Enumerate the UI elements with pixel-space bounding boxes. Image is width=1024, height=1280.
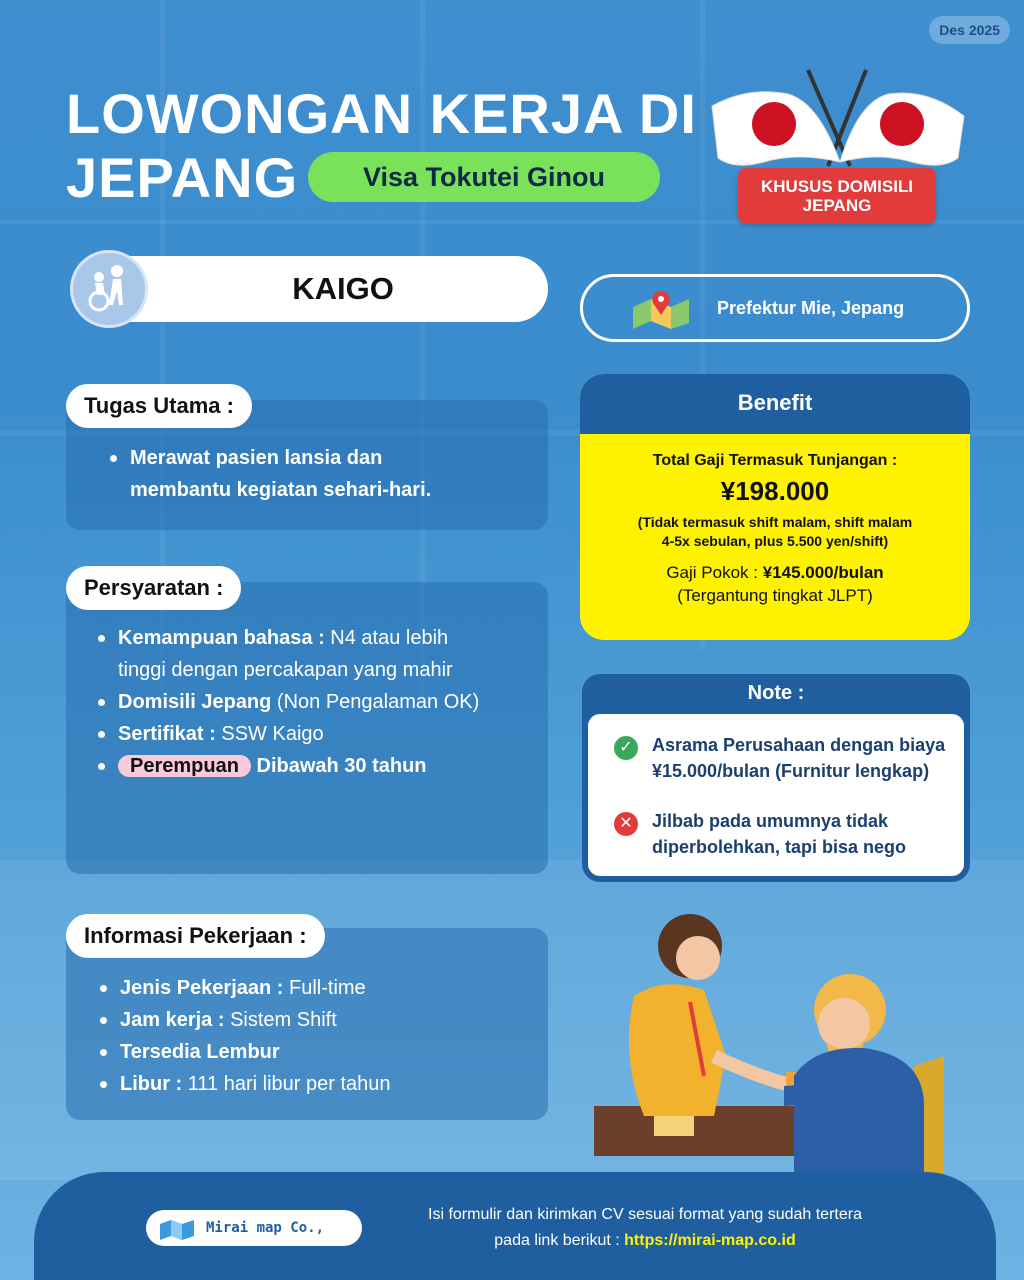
list-item	[96, 718, 488, 750]
base-salary-label: Gaji Pokok :	[666, 563, 763, 582]
persyaratan-panel	[66, 582, 548, 874]
domisili-line-2: JEPANG	[802, 196, 872, 215]
date-badge: Des 2025	[929, 16, 1010, 44]
overtime-label: Tersedia Lembur	[120, 1041, 280, 1063]
job-type-label: Jenis Pekerjaan :	[120, 977, 284, 999]
title-line-1: LOWONGAN KERJA DI	[66, 82, 697, 145]
footer-line-2-text: pada link berikut :	[494, 1232, 625, 1249]
informasi-heading: Informasi Pekerjaan :	[66, 914, 325, 958]
holiday-value: 111 hari libur per tahun	[182, 1073, 391, 1095]
base-salary	[580, 563, 970, 583]
list-item	[98, 1004, 548, 1036]
job-title: KAIGO	[292, 271, 394, 306]
location-label: Prefektur Mie, Jepang	[717, 298, 905, 318]
domisili-badge	[738, 168, 936, 224]
visa-badge: Visa Tokutei Ginou	[308, 152, 660, 202]
list-item	[98, 1036, 548, 1068]
cert-label: Sertifikat :	[118, 723, 216, 745]
list-item	[98, 1068, 548, 1100]
salary-note-line-1: (Tidak termasuk shift malam, shift malam	[637, 514, 913, 530]
base-salary-value: ¥145.000/bulan	[762, 563, 884, 582]
job-title-bar	[78, 256, 548, 322]
caregiver-wheelchair-icon	[70, 250, 148, 328]
list-item: Merawat pasien lansia dan membantu kegiatan sehari-hari.	[108, 442, 488, 506]
job-type-value: Full-time	[283, 977, 366, 999]
list-item	[98, 972, 548, 1004]
footer	[34, 1172, 996, 1280]
cross-icon: ✕	[614, 812, 638, 836]
company-logo[interactable]	[146, 1210, 362, 1272]
note-item-hijab: Jilbab pada umumnya tidak diperbolehkan, tapi bisa nego	[652, 811, 907, 857]
salary-note-line-2: 4-5x sebulan, plus 5.500 yen/shift)	[661, 533, 889, 549]
company-name: Mirai map Co., Ltd.	[206, 1220, 325, 1272]
language-value: N4 atau lebih tinggi dengan percakapan yang mahir	[118, 627, 453, 681]
map-pin-icon	[631, 289, 691, 329]
note-item-dormitory: Asrama Perusahaan dengan biaya ¥15.000/bulan (Furnitur lengkap)	[652, 735, 946, 781]
gender-badge: Perempuan	[118, 755, 251, 777]
tugas-heading: Tugas Utama :	[66, 384, 252, 428]
domisili-line-1: KHUSUS DOMISILI	[760, 177, 914, 196]
domicile-label: Domisili Jepang	[118, 691, 272, 713]
list-item	[96, 622, 488, 686]
jlpt-note: (Tergantung tingkat JLPT)	[677, 586, 873, 605]
check-icon: ✓	[614, 736, 638, 760]
footer-instructions	[380, 1202, 910, 1254]
total-salary-amount: ¥198.000	[720, 476, 830, 506]
footer-line-1: Isi formulir dan kirimkan CV sesuai format yang sudah tertera	[428, 1206, 862, 1223]
nurse-patient-illustration	[594, 906, 954, 1176]
note-heading: Note :	[747, 682, 805, 704]
holiday-label: Libur :	[120, 1073, 183, 1095]
age-requirement: Dibawah 30 tahun	[250, 755, 427, 777]
hours-value: Sistem Shift	[224, 1009, 337, 1031]
benefit-body	[580, 434, 970, 606]
note-card	[582, 674, 970, 882]
footer-line-2	[380, 1228, 910, 1254]
domicile-value: (Non Pengalaman OK)	[271, 691, 480, 713]
website-link[interactable]: https://mirai-map.co.id	[624, 1232, 796, 1249]
total-salary-label: Total Gaji Termasuk Tunjangan :	[652, 452, 898, 469]
list-item	[96, 686, 488, 718]
hours-label: Jam kerja :	[120, 1009, 225, 1031]
benefit-card	[580, 374, 970, 640]
cert-value: SSW Kaigo	[215, 723, 324, 745]
location-pill	[580, 274, 970, 342]
benefit-heading: Benefit	[580, 374, 970, 434]
title-line-2: JEPANG	[66, 146, 299, 209]
note-body	[588, 714, 964, 876]
list-item	[96, 750, 488, 782]
persyaratan-heading: Persyaratan :	[66, 566, 241, 610]
language-label: Kemampuan bahasa :	[118, 627, 325, 649]
map-logo-icon	[160, 1218, 194, 1240]
